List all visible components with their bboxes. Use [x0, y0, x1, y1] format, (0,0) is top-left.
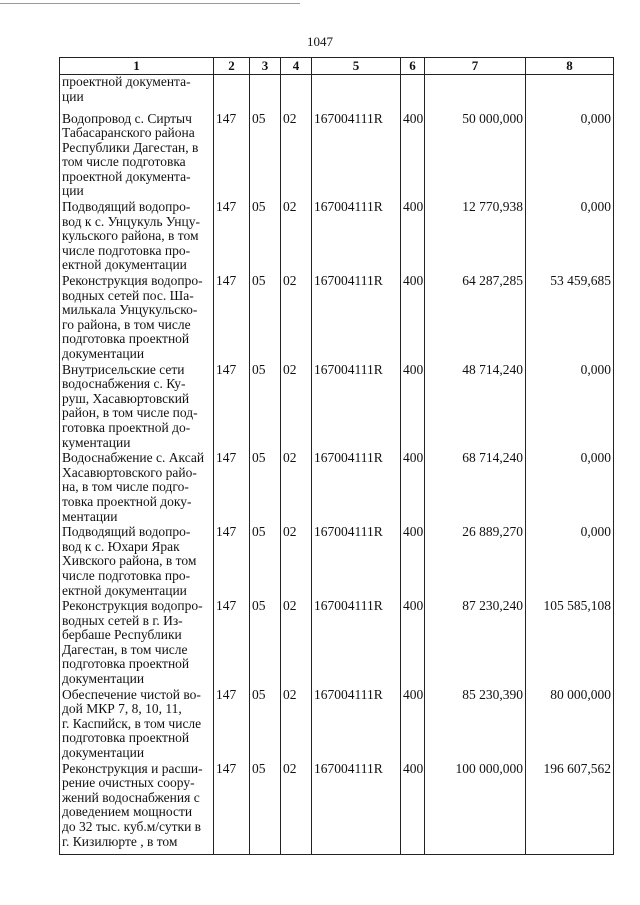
ministry-code-cell: 147: [214, 450, 250, 524]
column-header: 3: [250, 58, 281, 75]
ministry-code-cell: 147: [214, 111, 250, 200]
subsection-code-cell: 02: [281, 687, 312, 761]
ministry-code-cell: 147: [214, 761, 250, 855]
expense-type-cell: 400: [401, 273, 425, 362]
amount-col8-cell: 105 585,108: [526, 598, 614, 687]
expense-type-cell: 400: [401, 199, 425, 273]
target-article-cell: 167004111R: [312, 111, 401, 200]
amount-col8-cell: 196 607,562: [526, 761, 614, 855]
expense-type-cell: 400: [401, 111, 425, 200]
target-article-cell: 167004111R: [312, 199, 401, 273]
object-name-cell: Водопровод с. Сиртыч Табасаранского района Республики Дагестан, в том числе подготовка проектной документа- ции: [60, 111, 214, 200]
expense-type-cell: 400: [401, 687, 425, 761]
table-row: [60, 598, 614, 687]
object-name-cell: Реконструкция водопро- водных сетей пос. Ша- милькала Унцукульско- го района, в том числе подготовка проектной документации: [60, 273, 214, 362]
table-row: [60, 111, 614, 200]
table-row: [60, 273, 614, 362]
object-name-cell: Реконструкция водопро- водных сетей в г. Из- бербаше Республики Дагестан, в том числе подготовка проектной документации: [60, 598, 214, 687]
ministry-code-cell: 147: [214, 687, 250, 761]
column-header: 8: [526, 58, 614, 75]
subsection-code-cell: 02: [281, 362, 312, 451]
object-name-cell: проектной документа- ции: [60, 75, 214, 111]
target-article-cell: 167004111R: [312, 273, 401, 362]
subsection-code-cell: 02: [281, 450, 312, 524]
section-code-cell: 05: [250, 598, 281, 687]
target-article-cell: 167004111R: [312, 524, 401, 598]
ministry-code-cell: 147: [214, 362, 250, 451]
amount-col7-cell: 48 714,240: [425, 362, 526, 451]
section-code-cell: 05: [250, 524, 281, 598]
target-article-cell: 167004111R: [312, 362, 401, 451]
object-name-cell: Внутрисельские сети водоснабжения с. Ку- руш, Хасавюртовский район, в том числе под- готовка проектной до- кументации: [60, 362, 214, 451]
target-article-cell: 167004111R: [312, 687, 401, 761]
amount-col7-cell: 12 770,938: [425, 199, 526, 273]
target-article-cell: 167004111R: [312, 598, 401, 687]
top-rule: [0, 3, 300, 4]
expense-type-cell: 400: [401, 761, 425, 855]
expense-type-cell: 400: [401, 524, 425, 598]
table-row: [60, 362, 614, 451]
table-row: [60, 199, 614, 273]
amount-col8-cell: 53 459,685: [526, 273, 614, 362]
expense-type-cell: 400: [401, 450, 425, 524]
ministry-code-cell: 147: [214, 524, 250, 598]
section-code-cell: 05: [250, 111, 281, 200]
column-header: 6: [401, 58, 425, 75]
section-code-cell: 05: [250, 450, 281, 524]
target-article-cell: 167004111R: [312, 761, 401, 855]
ministry-code-cell: 147: [214, 273, 250, 362]
subsection-code-cell: 02: [281, 199, 312, 273]
amount-col7-cell: 26 889,270: [425, 524, 526, 598]
section-code-cell: 05: [250, 761, 281, 855]
expense-type-cell: 400: [401, 598, 425, 687]
subsection-code-cell: 02: [281, 761, 312, 855]
expense-type-cell: 400: [401, 362, 425, 451]
page-number: 1047: [307, 34, 333, 49]
amount-col7-cell: 50 000,000: [425, 111, 526, 200]
amount-col7-cell: 87 230,240: [425, 598, 526, 687]
subsection-code-cell: 02: [281, 111, 312, 200]
subsection-code-cell: 02: [281, 598, 312, 687]
amount-col8-cell: 0,000: [526, 450, 614, 524]
subsection-code-cell: 02: [281, 273, 312, 362]
table-row-continuation: [60, 75, 614, 111]
column-header: 1: [60, 58, 214, 75]
target-article-cell: 167004111R: [312, 450, 401, 524]
table-row: [60, 761, 614, 855]
amount-col7-cell: 85 230,390: [425, 687, 526, 761]
object-name-cell: Обеспечение чистой во- дой МКР 7, 8, 10, 11, г. Каспийск, в том числе подготовка проектной документации: [60, 687, 214, 761]
column-header: 5: [312, 58, 401, 75]
amount-col8-cell: 80 000,000: [526, 687, 614, 761]
column-header: 2: [214, 58, 250, 75]
amount-col8-cell: 0,000: [526, 362, 614, 451]
budget-table: [59, 57, 614, 855]
table-row: [60, 524, 614, 598]
amount-col8-cell: 0,000: [526, 111, 614, 200]
column-header: 7: [425, 58, 526, 75]
amount-col7-cell: 100 000,000: [425, 761, 526, 855]
table-row: [60, 450, 614, 524]
section-code-cell: 05: [250, 687, 281, 761]
amount-col8-cell: 0,000: [526, 199, 614, 273]
amount-col8-cell: 0,000: [526, 524, 614, 598]
ministry-code-cell: 147: [214, 199, 250, 273]
amount-col7-cell: 64 287,285: [425, 273, 526, 362]
object-name-cell: Реконструкция и расши- рение очистных соору- жений водоснабжения с доведением мощности до 32 тыс. куб.м/сутки в г. Кизилюрте , в том: [60, 761, 214, 855]
object-name-cell: Водоснабжение с. Аксай Хасавюртовского райо- на, в том числе подго- товка проектной доку- ментации: [60, 450, 214, 524]
section-code-cell: 05: [250, 199, 281, 273]
table-row: [60, 687, 614, 761]
section-code-cell: 05: [250, 273, 281, 362]
subsection-code-cell: 02: [281, 524, 312, 598]
object-name-cell: Подводящий водопро- вод к с. Унцукуль Унцу- кульского района, в том числе подготовка про- ектной документации: [60, 199, 214, 273]
column-header: 4: [281, 58, 312, 75]
amount-col7-cell: 68 714,240: [425, 450, 526, 524]
ministry-code-cell: 147: [214, 598, 250, 687]
object-name-cell: Подводящий водопро- вод к с. Юхари Ярак Хивского района, в том числе подготовка про- ектной документации: [60, 524, 214, 598]
table-header-row: [60, 58, 614, 75]
section-code-cell: 05: [250, 362, 281, 451]
